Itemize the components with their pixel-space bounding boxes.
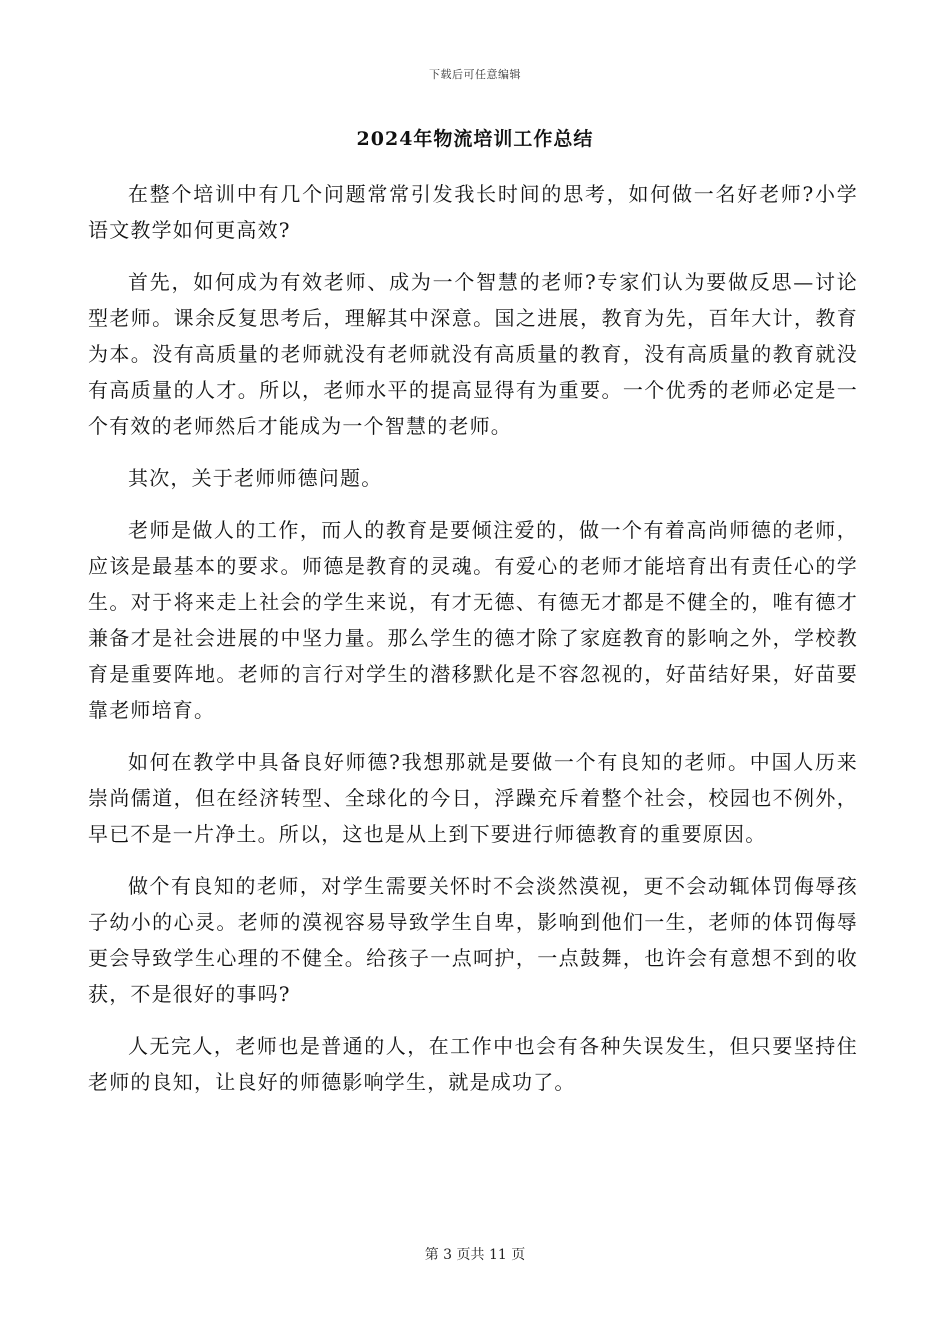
paragraph: 老师是做人的工作，而人的教育是要倾注爱的，做一个有着高尚师德的老师，应该是最基本的要求。师德是教育的灵魂。有爱心的老师才能培育出有责任心的学生。对于将来走上社会的学生来说，有才无德、有德无才都是不健全的，唯有德才兼备才是社会进展的中坚力量。那么学生的德才除了家庭教育的影响之外，学校教育是重要阵地。老师的言行对学生的潜移默化是不容忽视的，好苗结好果，好苗要靠老师培育。: [88, 518, 858, 722]
paragraph: 如何在教学中具备良好师德?我想那就是要做一个有良知的老师。中国人历来崇尚儒道，但在经济转型、全球化的今日，浮躁充斥着整个社会，校园也不例外，早已不是一片净土。所以，这也是从上到下要进行师德教育的重要原因。: [88, 750, 858, 846]
document-title: 2024年物流培训工作总结: [356, 128, 594, 150]
header-note: 下载后可任意编辑: [429, 68, 521, 81]
document-body: [88, 176, 858, 1116]
paragraph: 做个有良知的老师，对学生需要关怀时不会淡然漠视，更不会动辄体罚侮辱孩子幼小的心灵。老师的漠视容易导致学生自卑，影响到他们一生，老师的体罚侮辱更会导致学生心理的不健全。给孩子一点呵护，一点鼓舞，也许会有意想不到的收获，不是很好的事吗?: [88, 874, 858, 1006]
paragraph: 首先，如何成为有效老师、成为一个智慧的老师?专家们认为要做反思—讨论型老师。课余反复思考后，理解其中深意。国之进展，教育为先，百年大计，教育为本。没有高质量的老师就没有老师就没有高质量的教育，没有高质量的教育就没有高质量的人才。所以，老师水平的提高显得有为重要。一个优秀的老师必定是一个有效的老师然后才能成为一个智慧的老师。: [88, 270, 858, 438]
paragraph: 在整个培训中有几个问题常常引发我长时间的思考，如何做一名好老师?小学语文教学如何更高效?: [88, 182, 858, 242]
page-footer: 第 3 页共 11 页: [424, 1247, 526, 1263]
paragraph: 人无完人，老师也是普通的人，在工作中也会有各种失误发生，但只要坚持住老师的良知，让良好的师德影响学生，就是成功了。: [88, 1034, 858, 1094]
paragraph: 其次，关于老师师德问题。: [128, 466, 383, 490]
